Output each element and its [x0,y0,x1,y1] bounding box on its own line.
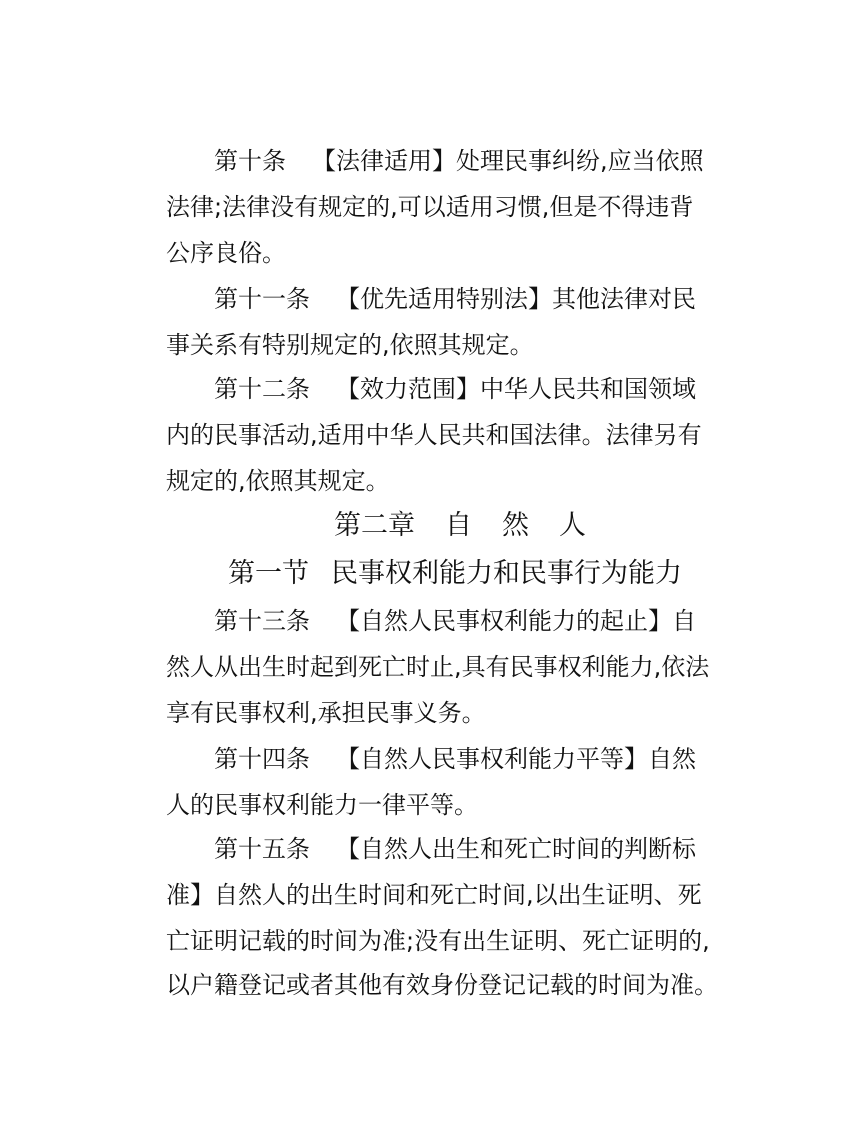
article-text: 【优先适用特别法】其他法律对民 [336,285,696,313]
article-12-line-3: 规定的,依照其规定。 [166,467,390,495]
section-title: 民事权利能力和民事行为能力 [331,558,682,589]
article-11-line-1 [214,284,696,314]
article-number: 第十二条 [214,375,310,403]
article-number: 第十五条 [214,835,310,863]
chapter-heading [334,510,586,542]
section-number: 第一节 [228,558,309,589]
article-text: 【自然人民事权利能力平等】自然 [336,745,696,773]
article-14-line-1 [214,744,696,774]
article-number: 第十三条 [214,607,310,635]
article-13-line-1 [214,606,696,636]
article-10-line-1 [214,146,704,176]
article-number: 第十一条 [214,285,310,313]
section-heading [228,558,682,590]
article-text: 【效力范围】中华人民共和国领域 [336,375,696,403]
chapter-title-char: 自 [445,510,472,541]
article-12-line-1 [214,374,696,404]
chapter-number: 第二章 [334,510,415,541]
article-15-line-2: 准】自然人的出生时间和死亡时间,以出生证明、死 [166,881,702,909]
chapter-title-char: 然 [502,510,529,541]
article-15-line-1 [214,834,696,864]
article-15-line-4: 以户籍登记或者其他有效身份登记记载的时间为准。 [166,971,718,999]
article-text: 【自然人民事权利能力的起止】自 [336,607,696,635]
article-10-line-3: 公序良俗。 [166,239,286,267]
chapter-title-char: 人 [559,510,586,541]
article-number: 第十条 [214,147,286,175]
article-15-line-3: 亡证明记载的时间为准;没有出生证明、死亡证明的, [166,927,710,955]
article-12-line-2: 内的民事活动,适用中华人民共和国法律。法律另有 [166,421,702,449]
article-text: 【法律适用】处理民事纠纷,应当依照 [312,147,704,175]
article-text: 【自然人出生和死亡时间的判断标 [336,835,696,863]
article-13-line-3: 享有民事权利,承担民事义务。 [166,699,486,727]
article-13-line-2: 然人从出生时起到死亡时止,具有民事权利能力,依法 [166,653,710,681]
article-11-line-2: 事关系有特别规定的,依照其规定。 [166,331,534,359]
article-14-line-2: 人的民事权利能力一律平等。 [166,791,478,819]
article-number: 第十四条 [214,745,310,773]
article-10-line-2: 法律;法律没有规定的,可以适用习惯,但是不得违背 [166,193,694,221]
